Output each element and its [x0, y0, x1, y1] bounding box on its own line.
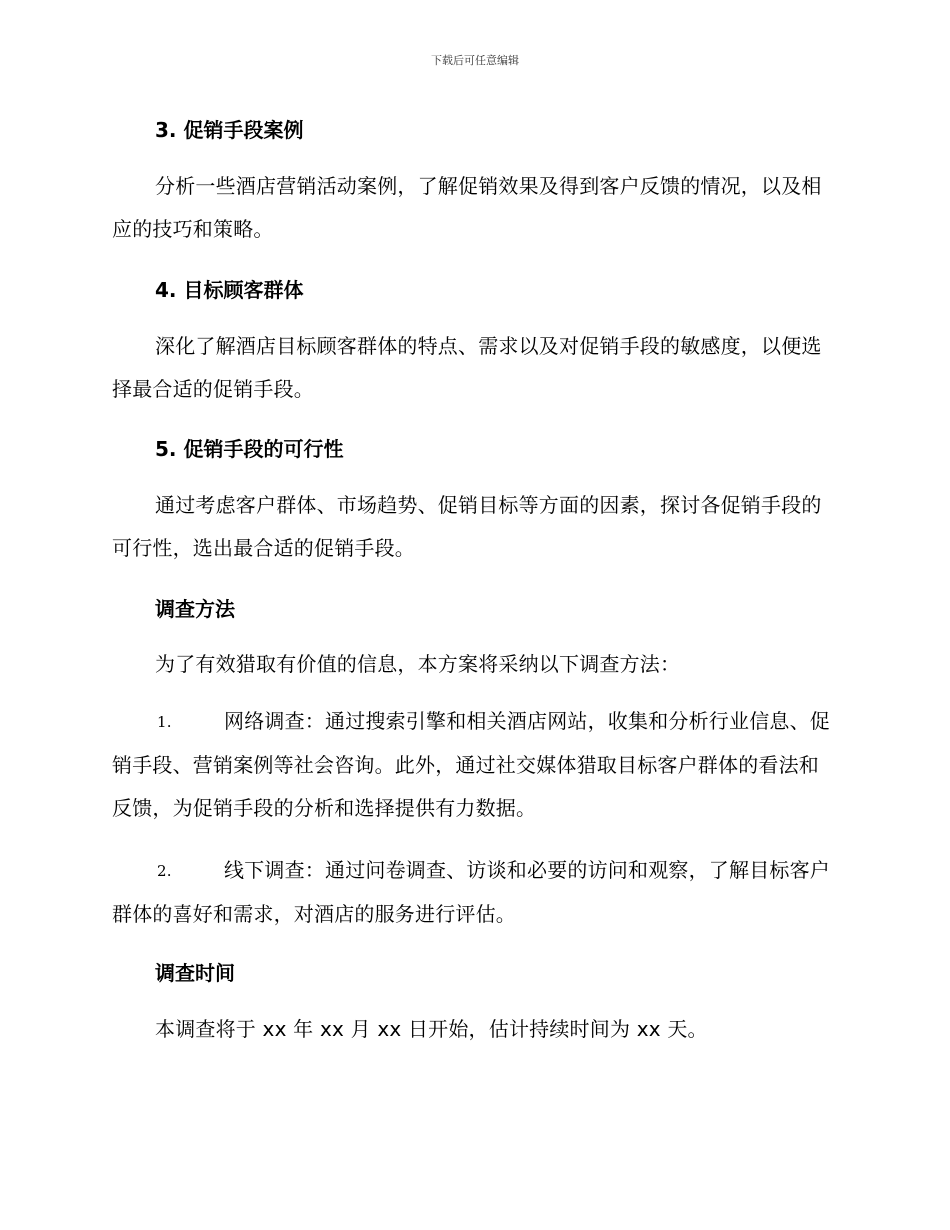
method-intro: 为了有效猎取有价值的信息，本方案将采纳以下调查方法：	[155, 652, 681, 676]
section-heading: 3. 促销手段案例	[155, 118, 304, 142]
list-text: 网络调查：通过搜索引擎和相关酒店网站，收集和分析行业信息、促销手段、营销案例等社会咨询。此外，通过社交媒体猎取目标客户群体的看法和反馈，为促销手段的分析和选择提供有力数据。	[112, 709, 830, 820]
method-heading: 调查方法	[155, 597, 235, 621]
list-item	[112, 700, 834, 830]
page-header: 下载后可任意编辑	[431, 54, 519, 67]
section-paragraph: 通过考虑客户群体、市场趋势、促销目标等方面的因素，探讨各促销手段的可行性，选出最合适的促销手段。	[112, 493, 822, 560]
section-paragraph: 深化了解酒店目标顾客群体的特点、需求以及对促销手段的敏感度，以便选择最合适的促销手段。	[112, 334, 822, 401]
section-heading: 4. 目标顾客群体	[155, 278, 304, 302]
time-heading: 调查时间	[155, 961, 235, 985]
list-number: 1.	[157, 713, 172, 731]
list-item	[112, 849, 834, 936]
section-paragraph: 分析一些酒店营销活动案例，了解促销效果及得到客户反馈的情况，以及相应的技巧和策略。	[112, 174, 822, 241]
list-number: 2.	[157, 862, 172, 880]
time-paragraph: 本调查将于 xx 年 xx 月 xx 日开始，估计持续时间为 xx 天。	[155, 1017, 708, 1041]
section-heading: 5. 促销手段的可行性	[155, 437, 344, 461]
list-text: 线下调查：通过问卷调查、访谈和必要的访问和观察，了解目标客户群体的喜好和需求，对酒店的服务进行评估。	[112, 858, 830, 926]
